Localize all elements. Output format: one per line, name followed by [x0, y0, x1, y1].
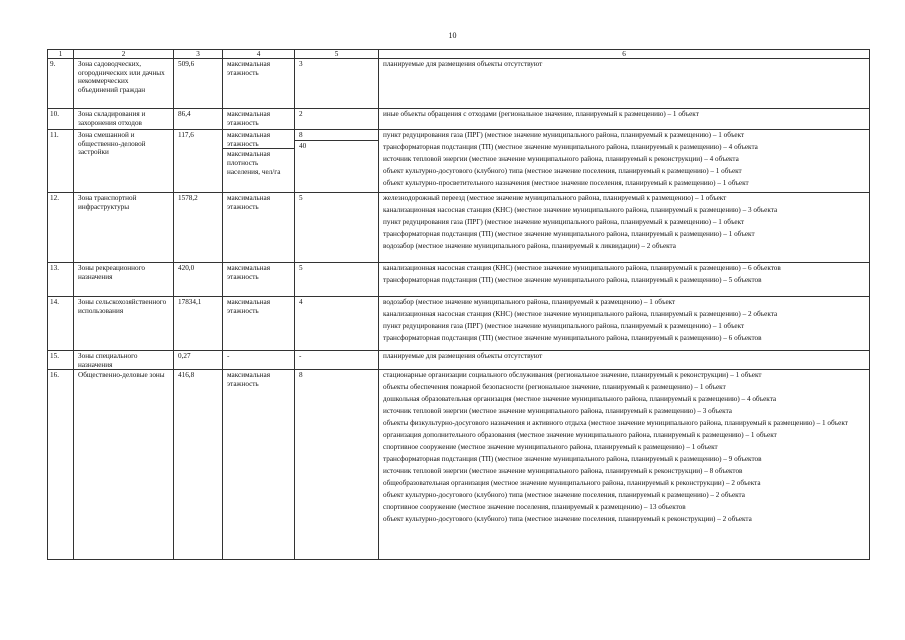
row-number: 9. [48, 59, 74, 109]
param-label: максимальная этажность [227, 60, 270, 77]
table-row [48, 297, 870, 351]
param-values [295, 297, 379, 351]
param-labels [223, 130, 295, 193]
planned-object: пункт редуцирования газа (ПРГ) (местное значение муниципального района, планируемый к размещению) – 1 объект [383, 131, 745, 139]
zone-area: 86,4 [174, 109, 223, 130]
row-number: 16. [48, 370, 74, 560]
param-value: 8 [299, 371, 303, 380]
row-number: 15. [48, 351, 74, 370]
param-label: максимальная этажность [227, 264, 270, 281]
param-label: - [227, 352, 230, 360]
zone-area: 509,6 [174, 59, 223, 109]
param-values [295, 109, 379, 130]
column-header: 1 [48, 50, 74, 59]
planned-object: объект культурно-досугового (клубного) типа (местное значение поселения, планируемый к размещению) – 1 объект [383, 167, 742, 175]
row-number: 11. [48, 130, 74, 193]
planned-object: объекты обеспечения пожарной безопасности (региональное значение, планируемый к размещению) – 1 объект [383, 383, 726, 392]
param-labels [223, 370, 295, 560]
planned-object: спортивное сооружение (местное значение муниципального района, планируемый к размещению) – 1 объект [383, 443, 718, 452]
row-number: 10. [48, 109, 74, 130]
param-labels [223, 297, 295, 351]
planned-object: спортивное сооружение (местное значение поселения, планируемый к размещению) – 13 объектов [383, 503, 686, 512]
zone-name: Зоны рекреационного назначения [74, 263, 174, 297]
planned-object: канализационная насосная станция (КНС) (местное значение муниципального района, планируемый к размещению) – 6 объектов [383, 264, 781, 272]
planned-objects [379, 59, 870, 109]
zone-area: 420,0 [174, 263, 223, 297]
planned-object: трансформаторная подстанция (ТП) (местное значение муниципального района, планируемый к размещению) – 1 объект [383, 230, 755, 238]
planned-object: объекты физкультурно-досугового назначения и активного отдыха (местное значение муниципального района, планируемый к размещению) – 1 объект [383, 419, 848, 428]
param-value: 40 [295, 140, 378, 151]
table-row [48, 193, 870, 263]
column-header: 3 [174, 50, 223, 59]
planned-object: источник тепловой энергии (местное значение муниципального района, планируемый к размещению) – 3 объекта [383, 407, 732, 416]
param-label: максимальная этажность [227, 298, 270, 315]
param-label: максимальная этажность [227, 371, 270, 388]
page-number: 10 [448, 31, 457, 40]
column-header: 5 [295, 50, 379, 59]
zone-name: Зона смешанной и общественно-деловой застройки [74, 130, 174, 193]
planned-object: стационарные организации социального обслуживания (региональное значение, планируемый к реконструкции) – 1 объект [383, 371, 762, 380]
column-header: 4 [223, 50, 295, 59]
planned-object: объект культурно-досугового (клубного) типа (местное значение поселения, планируемый к размещению) – 2 объекта [383, 491, 745, 500]
planned-object: организация дополнительного образования (местное значение муниципального района, планируемый к размещению) – 1 объект [383, 431, 777, 440]
table-row [48, 263, 870, 297]
table-body [48, 59, 870, 560]
planned-object: источник тепловой энергии (местное значение муниципального района, планируемый к реконструкции) – 8 объектов [383, 467, 743, 476]
param-value: 5 [299, 264, 303, 272]
param-values [295, 193, 379, 263]
zone-area: 1578,2 [174, 193, 223, 263]
param-value: 8 [299, 131, 303, 139]
param-label: максимальная этажность [227, 110, 270, 127]
param-values [295, 351, 379, 370]
zone-area: 0,27 [174, 351, 223, 370]
planned-object: железнодорожный переезд (местное значение муниципального района, планируемый к размещению) – 1 объект [383, 194, 727, 202]
param-values [295, 370, 379, 560]
planned-object: канализационная насосная станция (КНС) (местное значение муниципального района, планируемый к размещению) – 2 объекта [383, 310, 778, 318]
param-label: максимальная этажность [227, 194, 270, 211]
planned-object: общеобразовательная организация (местное значение муниципального района, планируемый к реконструкции) – 2 объекта [383, 479, 761, 488]
table-row [48, 351, 870, 370]
zone-name: Общественно-деловые зоны [74, 370, 174, 560]
planned-object: водозабор (местное значение муниципального района, планируемый к ликвидации) – 2 объекта [383, 242, 676, 250]
zones-table [47, 49, 870, 560]
planned-objects [379, 193, 870, 263]
param-labels [223, 59, 295, 109]
param-value: 4 [299, 298, 303, 306]
planned-objects [379, 109, 870, 130]
planned-object: трансформаторная подстанция (ТП) (местное значение муниципального района, планируемый к размещению) – 9 объектов [383, 455, 762, 464]
planned-object: водозабор (местное значение муниципального района, планируемый к размещению) – 1 объект [383, 298, 676, 306]
param-value: 3 [299, 60, 303, 68]
planned-object: объект культурно-досугового (клубного) типа (местное значение поселения, планируемый к реконструкции) – 2 объекта [383, 515, 752, 524]
table-row [48, 109, 870, 130]
param-values [295, 59, 379, 109]
param-label: максимальная этажность [227, 131, 270, 148]
table-row [48, 59, 870, 109]
planned-object: трансформаторная подстанция (ТП) (местное значение муниципального района, планируемый к размещению) – 6 объектов [383, 334, 762, 342]
param-label: максимальная плотность населения, чел/га [223, 148, 294, 176]
zone-name: Зона складирования и захоронения отходов [74, 109, 174, 130]
table-header-row [48, 50, 870, 59]
row-number: 13. [48, 263, 74, 297]
row-number: 14. [48, 297, 74, 351]
param-value: - [299, 352, 302, 360]
param-labels [223, 109, 295, 130]
table-row [48, 130, 870, 193]
zone-area: 416,8 [174, 370, 223, 560]
table-row [48, 370, 870, 560]
zone-area: 117,6 [174, 130, 223, 193]
planned-object: канализационная насосная станция (КНС) (местное значение муниципального района, планируемый к размещению) – 3 объекта [383, 206, 778, 214]
zone-name: Зона транспортной инфраструктуры [74, 193, 174, 263]
planned-object: планируемые для размещения объекты отсутствуют [383, 60, 543, 68]
row-number: 12. [48, 193, 74, 263]
planned-object: трансформаторная подстанция (ТП) (местное значение муниципального района, планируемый к размещению) – 4 объекта [383, 143, 758, 151]
param-labels [223, 263, 295, 297]
planned-object: трансформаторная подстанция (ТП) (местное значение муниципального района, планируемый к размещению) – 5 объектов [383, 276, 762, 284]
planned-objects [379, 263, 870, 297]
zone-name: Зона садоводческих, огороднических или дачных некоммерческих объединений граждан [74, 59, 174, 109]
param-values [295, 130, 379, 193]
planned-objects [379, 351, 870, 370]
planned-objects [379, 370, 870, 560]
zone-area: 17834,1 [174, 297, 223, 351]
column-header: 6 [379, 50, 870, 59]
planned-object: пункт редуцирования газа (ПРГ) (местное значение муниципального района, планируемый к размещению) – 1 объект [383, 322, 745, 330]
param-value: 2 [299, 110, 303, 118]
planned-objects [379, 130, 870, 193]
zone-name: Зоны специального назначения [74, 351, 174, 370]
planned-object: планируемые для размещения объекты отсутствуют [383, 352, 543, 360]
planned-object: дошкольная образовательная организация (местное значение муниципального района, планируемый к размещению) – 4 объекта [383, 395, 777, 404]
param-labels [223, 193, 295, 263]
param-labels [223, 351, 295, 370]
column-header: 2 [74, 50, 174, 59]
param-values [295, 263, 379, 297]
zone-name: Зоны сельскохозяйственного использования [74, 297, 174, 351]
planned-objects [379, 297, 870, 351]
param-value: 5 [299, 194, 303, 202]
planned-object: объект культурно-просветительного назначения (местное значение поселения, планируемый к размещению) – 1 объект [383, 179, 749, 187]
planned-object: иные объекты обращения с отходами (региональное значение, планируемый к размещению) – 1 объект [383, 110, 699, 118]
planned-object: источник тепловой энергии (местное значение муниципального района, планируемый к реконструкции) – 4 объекта [383, 155, 739, 163]
planned-object: пункт редуцирования газа (ПРГ) (местное значение муниципального района, планируемый к размещению) – 1 объект [383, 218, 745, 226]
